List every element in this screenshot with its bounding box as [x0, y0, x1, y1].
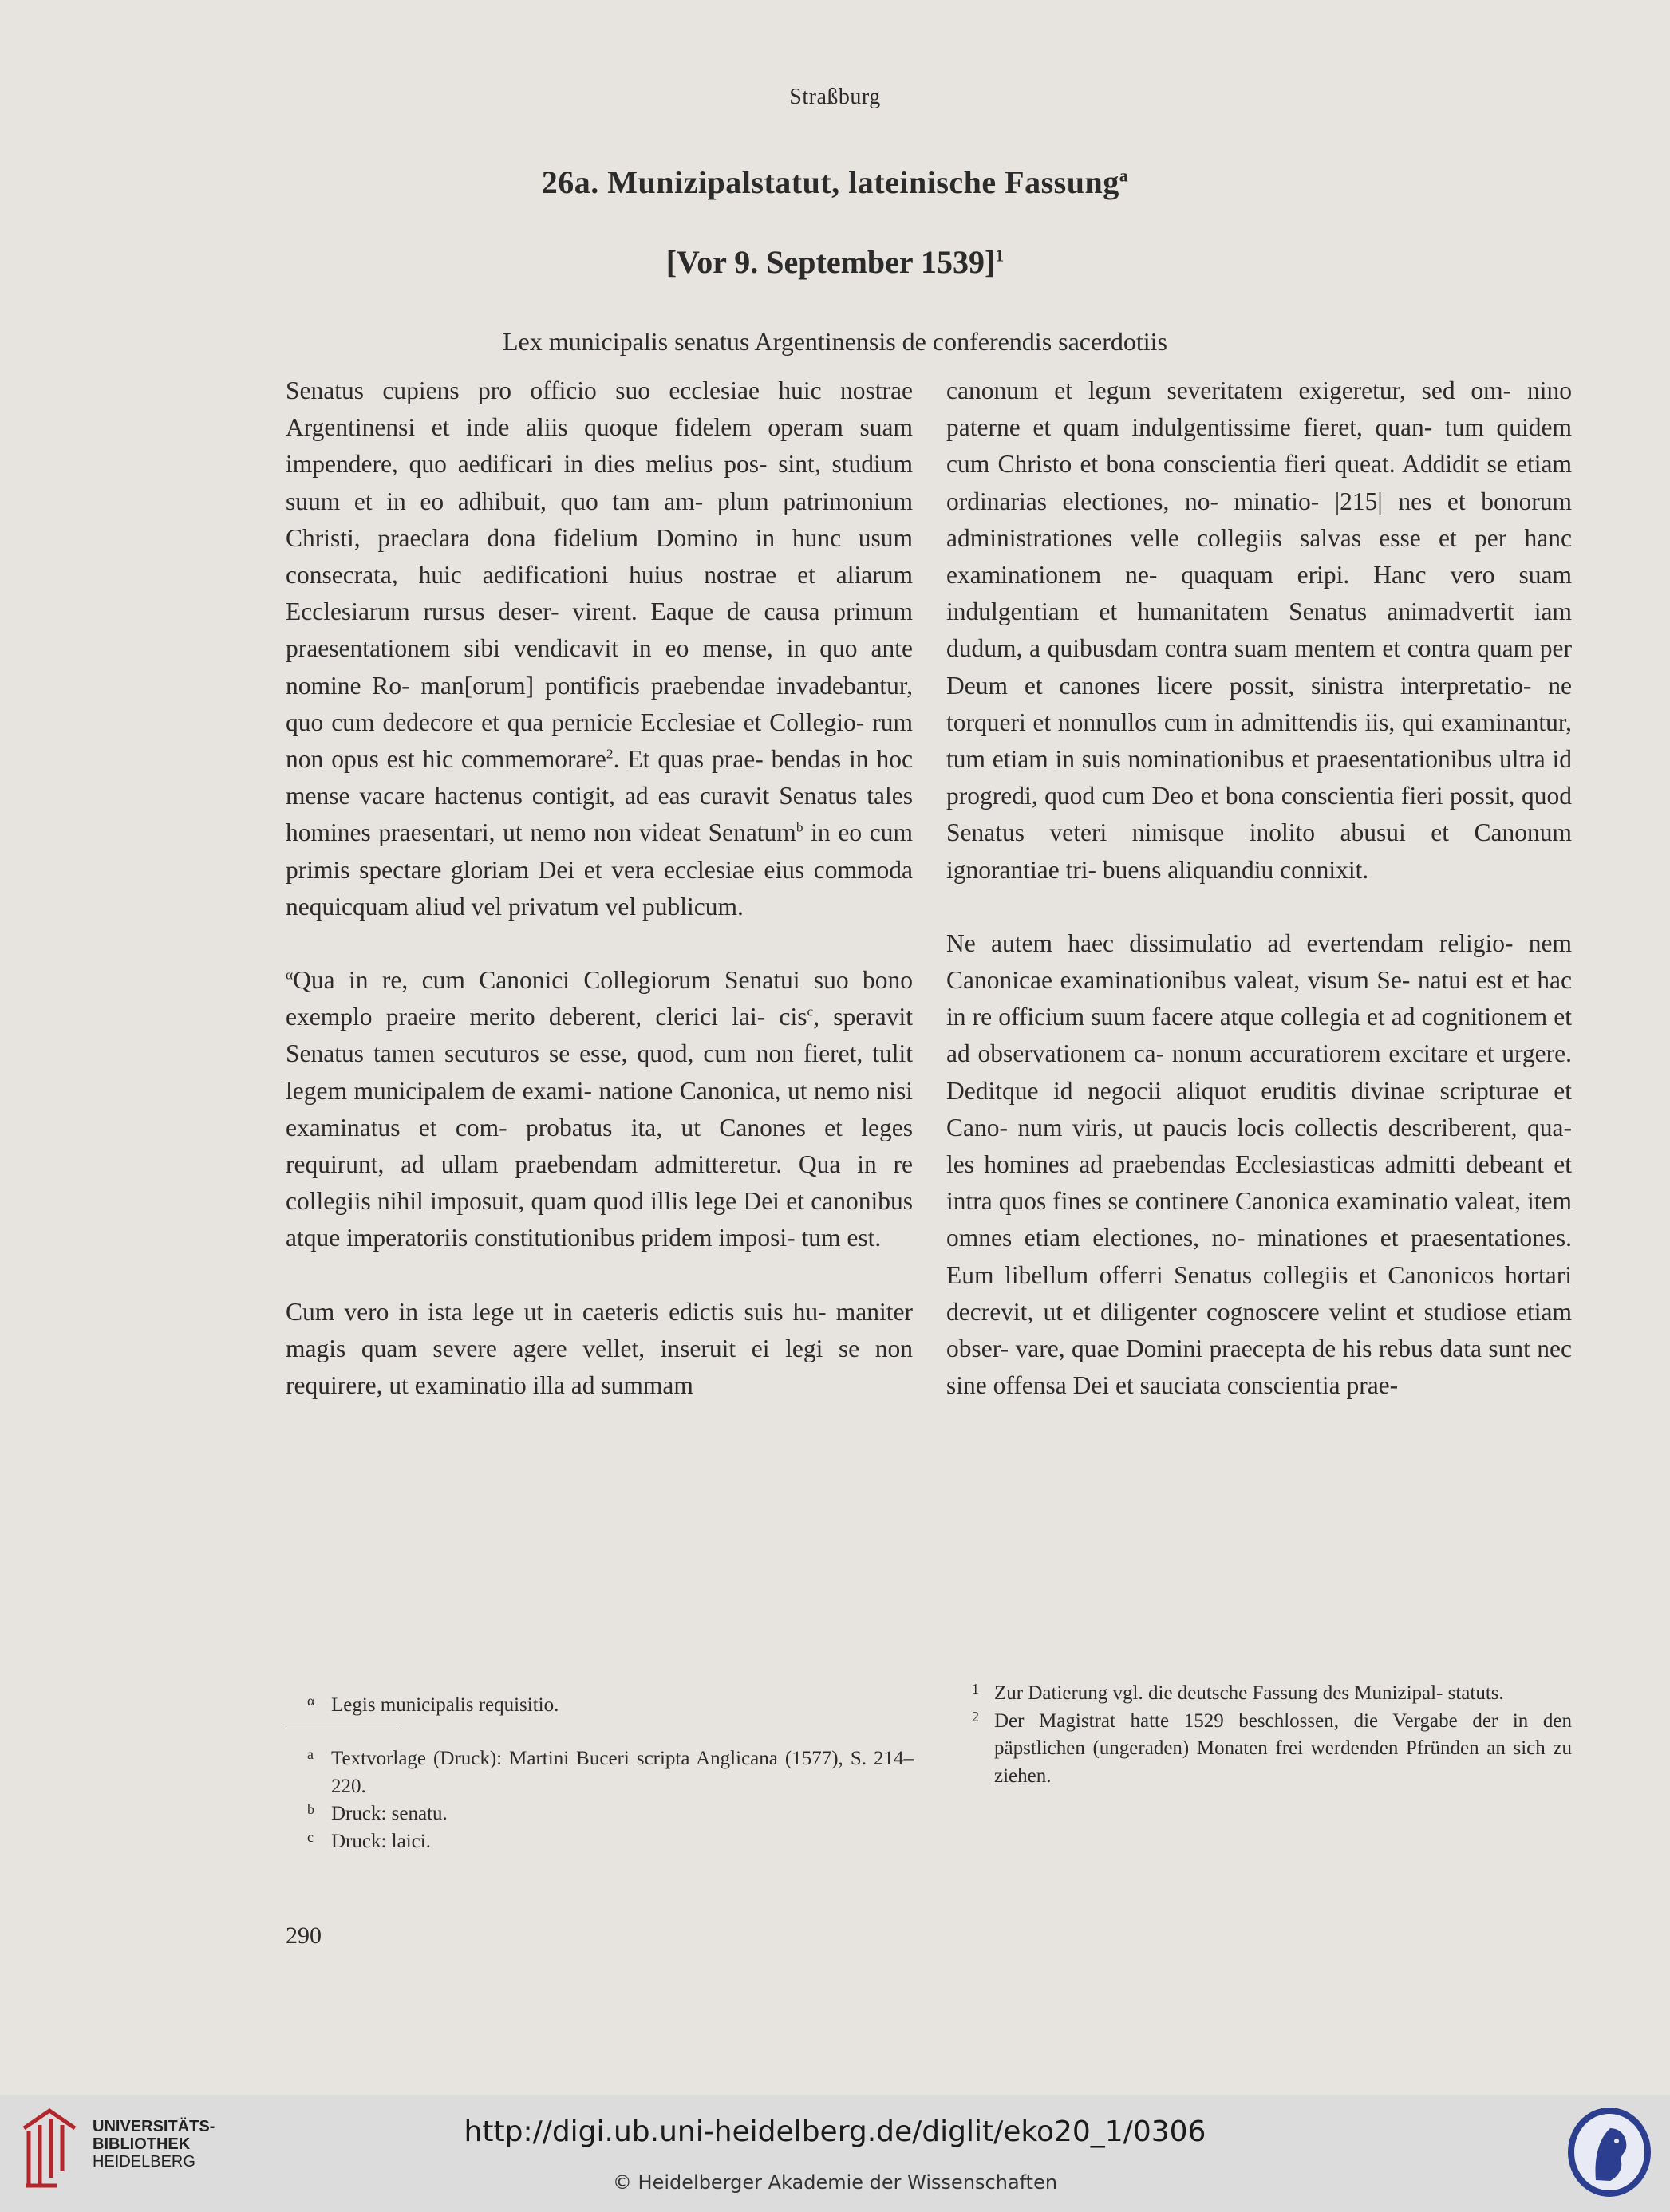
footnote	[307, 1745, 914, 1800]
text-run: . Et quas prae- bendas in hoc mense vacare hactenus contigit, ad eas curavit Senatus tales homines praesentari, ut nemo non videat Senatum	[286, 745, 913, 847]
footnote-text: Der Magistrat hatte 1529 beschlossen, die Vergabe der in den päpstlichen (ungeraden) Monaten frei werdenden Pfründen an sich zu ziehen.	[994, 1709, 1572, 1787]
footnote-text: Druck: laici.	[331, 1830, 431, 1852]
footnote-text: Druck: senatu.	[331, 1803, 448, 1824]
footer-bar	[0, 2095, 1670, 2212]
document-subtitle: Lex municipalis senatus Argentinensis de conferendis sacerdotiis	[503, 327, 1167, 356]
text-run: , speravit Senatus tamen secuturos se esse, quod, cum non fieret, tulit legem municipalem de exami- natione Canonica, ut nemo nisi examinatus et com- probatus ita, ut Canones et leges requirunt, ad ullam praebendam admitteretur. Qua in re collegiis nihil imposuit, quam quod illis lege Dei et canonibus atque imperatoriis constitutionibus pridem imposi- tum est.	[286, 1003, 913, 1252]
document-date-text: [Vor 9. September 1539]	[665, 244, 996, 280]
footnote-text: Zur Datierung vgl. die deutsche Fassung des Munizipal- statuts.	[994, 1682, 1504, 1704]
footnote-mark: b	[307, 1801, 314, 1817]
footnotes-numbers	[972, 1680, 1572, 1790]
text-column-right	[946, 373, 1572, 1404]
copyright-notice: © Heidelberger Akademie der Wissenschaften	[612, 2171, 1058, 2194]
footnote-ref-1[interactable]: 1	[995, 245, 1005, 266]
library-name-line: BIBLIOTHEK	[93, 2135, 191, 2153]
footnote	[972, 1708, 1572, 1791]
page-number: 290	[286, 1922, 322, 1949]
paragraph	[286, 373, 913, 925]
document-title	[0, 164, 1670, 201]
text-run: in eo cum primis spectare gloriam Dei et vera ecclesiae eius commoda nequicquam aliud vel privatum vel publicum.	[286, 818, 913, 921]
footnote-mark: 1	[972, 1681, 979, 1697]
permalink-url[interactable]: http://digi.ub.uni-heidelberg.de/diglit/eko20_1/0306	[464, 2115, 1206, 2148]
footnote-text: Legis municipalis requisitio.	[331, 1694, 559, 1716]
text-column-left	[286, 373, 913, 1404]
footnote-mark: c	[307, 1828, 314, 1845]
document-title-text: 26a. Munizipalstatut, lateinische Fassung	[541, 164, 1119, 200]
footnote	[307, 1828, 914, 1856]
footnote-ref-c[interactable]: c	[807, 1003, 814, 1019]
footnote	[972, 1680, 1572, 1708]
footnote-mark: a	[307, 1746, 314, 1762]
paragraph: Ne autem haec dissimulatio ad evertendam religio- nem Canonicae examinationibus valeat, visum Se- natui est et hac in re officium suum facere atque collegia et ad cognitionem et ad observationem ca- nonum accuratiorem excitare et urgere. Deditque id negocii aliquot eruditis divinae scripturae et Cano- num viris, ut paucis locis collectis describerent, qua- les homines ad praebendas Ecclesiasticas admitti debeant et intra quos fines se continere Canonica examinatio valeat, item omnes etiam electiones, no- minationes et praesentationes. Eum libellum offerri Senatus collegiis et Canonicos hortari decrevit, ut et diligenter cognoscere velint et studiose etiam obser- vare, quae Domini praecepta de his rebus data sunt nec sine offensa Dei et sauciata conscientia prae-	[946, 929, 1572, 1400]
paragraph	[286, 962, 913, 1257]
footnotes-greek	[307, 1692, 914, 1720]
paragraph: canonum et legum severitatem exigeretur, sed om- nino paterne et quam indulgentissime fieret, quan- tum quidem cum Christo et bona conscientia fieri queat. Addidit se etiam ordinarias electiones, no- minatio- |215| nes et bonorum administrationes velle collegiis salvas esse et per hanc examinationem ne- quaquam eripi. Hanc vero suam indulgentiam et humanitatem Senatus animadvertit iam dudum, a quibusdam contra suam mentem et contra quam per Deum et canones licere possit, sinistra interpretatio- ne torqueri et nonnullos cum in admittendis iis, qui examinantur, tum etiam in suis nominationibus et praesentationibus ultra id progredi, quod cum Deo et bona conscientia fieri possit, quod Senatus veteri nimisque inolito abusui et Canonum ignorantiae tri- buens aliquandiu connixit.	[946, 377, 1572, 884]
footnote	[307, 1692, 914, 1720]
footnote-ref-2[interactable]: 2	[606, 746, 614, 762]
footnote	[307, 1800, 914, 1828]
running-head: Straßburg	[789, 85, 881, 109]
footnote-text: Textvorlage (Druck): Martini Buceri scripta Anglicana (1577), S. 214–220.	[331, 1748, 914, 1797]
footnotes-letters	[307, 1745, 914, 1855]
text-run: Qua in re, cum Canonici Collegiorum Senatui suo bono exemplo praeire merito deberent, clerici lai- cis	[286, 966, 913, 1031]
footnote-mark: α	[307, 1693, 315, 1709]
academy-seal-icon	[1564, 2104, 1656, 2200]
library-name-line: HEIDELBERG	[93, 2153, 195, 2171]
footnote-ref-a[interactable]: a	[1119, 165, 1129, 186]
text-run: Senatus cupiens pro officio suo ecclesiae huic nostrae Argentinensi et inde aliis quoque fidelem operam suam impendere, quo aedificari in dies melius pos- sint, studium suum et in eo adhibuit, quo tam am- plum patrimonium Christi, praeclara dona fidelium Domino in hunc usum consecrata, huic aedificationi huius nostrae et aliarum Ecclesiarum rursus deser- virent. Eaque de causa primum praesentationem sibi vendicavit in eo mense, in quo ante nomine Ro- man[orum] pontificis praebendae invadebantur, quo cum dedecore et qua pernicie Ecclesiae et Collegio- rum non opus est hic commemorare	[286, 377, 913, 774]
document-date	[0, 243, 1670, 281]
footnote-ref-b[interactable]: b	[796, 819, 803, 835]
paragraph: Cum vero in ista lege ut in caeteris edictis suis hu- maniter magis quam severe agere vellet, inseruit ei legi se non requirere, ut examinatio illa ad summam	[286, 1297, 913, 1400]
library-name-line: UNIVERSITÄTS-	[93, 2118, 215, 2135]
footnote-mark: 2	[972, 1708, 979, 1725]
footnote-ref-alpha[interactable]: α	[286, 967, 294, 983]
